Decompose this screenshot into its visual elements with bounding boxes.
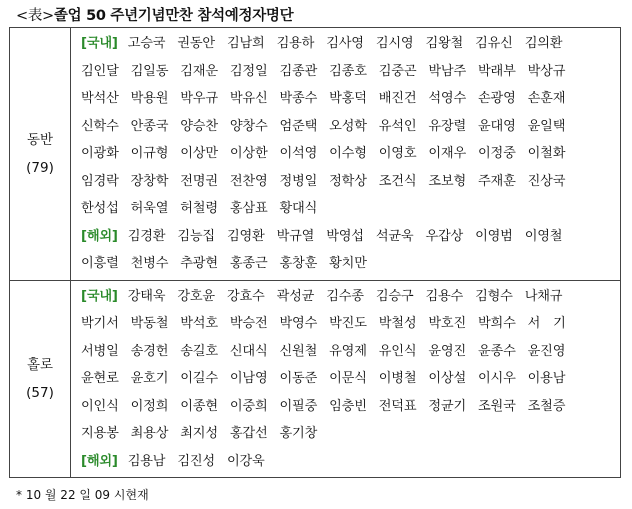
attendee-name: 손훈재 [527,91,566,106]
name-line [81,223,620,251]
attendee-name: 서병일 [81,343,119,359]
attendee-name: 임경락 [81,173,119,189]
attendee-name: 김용수 [425,288,464,304]
attendee-name: 박기서 [81,316,119,331]
group-count: (57) [26,384,54,401]
attendee-name: 홍종근 [229,256,268,271]
attendee-name: 전명권 [180,173,218,189]
name-line [81,338,620,366]
attendee-name: 홍창훈 [279,256,318,271]
name-line [81,250,620,278]
attendee-name: 양창수 [229,118,268,134]
attendee-name: 홍삼표 [229,201,268,216]
name-line [81,393,620,421]
attendee-name: 유석인 [378,118,417,134]
attendee-name: 한성섭 [81,201,119,216]
attendee-name: 이길수 [180,371,218,386]
attendee-name: 최용상 [130,426,169,441]
attendee-name: 권동안 [177,36,215,51]
attendee-name: 석균욱 [375,228,414,244]
attendee-name: 김시영 [375,36,414,51]
group-row [10,28,621,281]
attendee-name: 김왕철 [425,36,464,51]
name-line [81,195,620,223]
attendee-name: 김중곤 [378,63,417,79]
attendee-name: 이정중 [478,146,516,161]
name-line [81,310,620,338]
attendee-name: 신학수 [81,118,119,134]
attendee-name: 송경헌 [130,343,169,359]
attendee-name: 허철령 [180,201,218,216]
attendee-name: 전찬영 [229,173,268,189]
attendee-name: 이흥렬 [81,256,119,271]
attendee-name: 이남영 [229,371,268,386]
attendee-name: 이문식 [329,371,367,386]
attendee-name: 주재훈 [478,173,516,189]
attendee-name: 박진도 [329,316,367,331]
attendee-name: 김진성 [177,453,215,469]
attendee-name: 이종현 [180,398,218,414]
attendee-name: 고승국 [127,36,166,51]
name-line [81,140,620,168]
attendee-name: 이수형 [329,146,367,161]
attendee-name: 박규열 [276,228,315,244]
name-line [81,85,620,113]
attendee-name: 김경환 [127,228,166,244]
group-count: (79) [26,159,54,176]
attendee-name: 김의환 [524,36,563,51]
name-line [81,58,620,86]
attendee-name: 김사영 [326,36,364,51]
name-line [81,448,620,476]
attendee-name: 이상설 [428,371,466,386]
attendee-name: 홍기창 [279,426,318,441]
attendee-name: 정학상 [329,173,367,189]
name-line [81,168,620,196]
attendee-name: 조철증 [527,398,566,414]
attendee-name: 유장렬 [428,118,466,134]
attendee-name: 강호윤 [177,288,215,304]
attendee-name: 박석산 [81,91,119,106]
attendee-name: 김용하 [276,36,315,51]
attendee-name: 지용봉 [81,426,119,441]
attendee-name: 이용남 [527,371,566,386]
attendee-name: 김남희 [226,36,265,51]
attendee-name: 박용원 [130,91,169,106]
attendee-name: 이시우 [478,371,516,386]
attendee-name: 윤호기 [130,371,169,386]
attendee-name: 안종국 [130,118,169,134]
attendee-name: 이인식 [81,398,119,414]
attendee-name: 박석호 [180,316,218,331]
attendee-name: 박홍덕 [329,91,367,106]
group-name: 동반 [26,131,54,148]
name-line [81,113,620,141]
attendee-name: 김재운 [180,63,218,79]
attendee-name: 박유신 [229,91,268,106]
group-name: 홀로 [26,356,54,373]
table-caption [16,4,293,25]
attendee-name: 엄준택 [279,118,318,134]
attendee-name: 이영호 [378,146,417,161]
group-names-cell [71,280,621,478]
caption-tag: <表> [16,8,54,24]
attendee-name: 양승찬 [180,118,218,134]
attendee-name: 오성학 [329,118,367,134]
attendee-name: 김종관 [279,63,318,79]
attendee-name: 박종수 [279,91,318,106]
attendee-name: 손광영 [478,91,516,106]
attendee-name: 추광현 [180,256,218,271]
attendee-name: 박영섭 [326,228,364,244]
attendee-name: 윤종수 [478,343,516,359]
attendee-name: 윤현로 [81,371,119,386]
name-line [81,30,620,58]
attendee-name: 나채규 [524,288,563,304]
group-names-cell [71,28,621,281]
attendee-name: 김승구 [375,288,414,304]
attendee-name: 김수종 [326,288,364,304]
attendee-name: 장창학 [130,173,169,189]
attendee-name: 천병수 [130,256,169,271]
attendee-name: 조건식 [378,173,417,189]
attendee-table [9,27,621,478]
attendee-name: 유영제 [329,343,367,359]
attendee-name: 이상한 [229,146,268,161]
attendee-name: 박호진 [428,316,466,331]
attendee-name: 임충빈 [329,398,367,414]
attendee-name: 이정희 [130,398,169,414]
attendee-name: 정병일 [279,173,318,189]
attendee-name: 이강욱 [226,453,265,469]
attendee-name: 전덕표 [378,398,417,414]
attendee-name: 이필중 [279,398,318,414]
section-label: [국내] [81,36,118,51]
group-label [10,28,71,281]
group-row [10,280,621,478]
name-line [81,365,620,393]
attendee-name: 황대식 [279,201,318,216]
attendee-name: 김인달 [81,63,119,79]
attendee-name: 이석영 [279,146,318,161]
attendee-name: 이재우 [428,146,466,161]
attendee-name: 김일동 [130,63,169,79]
attendee-name: 박남주 [428,63,466,79]
caption-title: 졸업 50 주년기념만찬 참석예정자명단 [53,8,294,24]
attendee-name: 황치만 [329,256,367,271]
attendee-name: 윤영진 [428,343,466,359]
attendee-name: 서 기 [527,316,566,331]
attendee-name: 조원국 [478,398,516,414]
attendee-name: 강효수 [226,288,265,304]
attendee-name: 김형수 [475,288,513,304]
attendee-name: 진상국 [527,173,566,189]
attendee-name: 박철성 [378,316,417,331]
attendee-name: 최지성 [180,426,218,441]
attendee-name: 이영범 [475,228,513,244]
attendee-name: 박래부 [478,63,516,79]
attendee-name: 김영환 [226,228,265,244]
attendee-name: 석영수 [428,91,466,106]
attendee-name: 이병철 [378,371,417,386]
attendee-name: 송길호 [180,343,218,359]
attendee-name: 배진건 [378,91,417,106]
attendee-name: 김능집 [177,228,215,244]
attendee-name: 박희수 [478,316,516,331]
attendee-name: 이철화 [527,146,566,161]
attendee-name: 이영철 [524,228,563,244]
attendee-name: 윤일택 [527,118,566,134]
attendee-name: 박승전 [229,316,268,331]
attendee-name: 박우규 [180,91,218,106]
attendee-name: 박영수 [279,316,318,331]
attendee-name: 박상규 [527,63,566,79]
attendee-name: 윤대영 [478,118,516,134]
name-line [81,420,620,448]
attendee-name: 이동준 [279,371,318,386]
attendee-name: 이광화 [81,146,119,161]
attendee-name: 이상만 [180,146,218,161]
footnote: * 10 월 22 일 09 시현재 [16,488,149,502]
attendee-name: 김종호 [329,63,367,79]
attendee-name: 강태욱 [127,288,166,304]
group-label [10,280,71,478]
attendee-name: 김용남 [127,453,166,469]
attendee-name: 신원철 [279,343,318,359]
attendee-name: 홍갑선 [229,426,268,441]
section-label: [국내] [81,288,118,304]
attendee-name: 박동철 [130,316,169,331]
attendee-name: 정균기 [428,398,466,414]
attendee-name: 이중희 [229,398,268,414]
attendee-name: 윤진영 [527,343,566,359]
attendee-name: 이규형 [130,146,169,161]
attendee-name: 곽성균 [276,288,315,304]
attendee-name: 김정일 [229,63,268,79]
section-label: [해외] [81,228,118,244]
name-line [81,283,620,311]
attendee-name: 유인식 [378,343,417,359]
attendee-name: 허욱열 [130,201,169,216]
attendee-name: 조보형 [428,173,466,189]
section-label: [해외] [81,453,118,469]
attendee-name: 우갑상 [425,228,464,244]
attendee-name: 신대식 [229,343,268,359]
attendee-name: 김유신 [475,36,513,51]
